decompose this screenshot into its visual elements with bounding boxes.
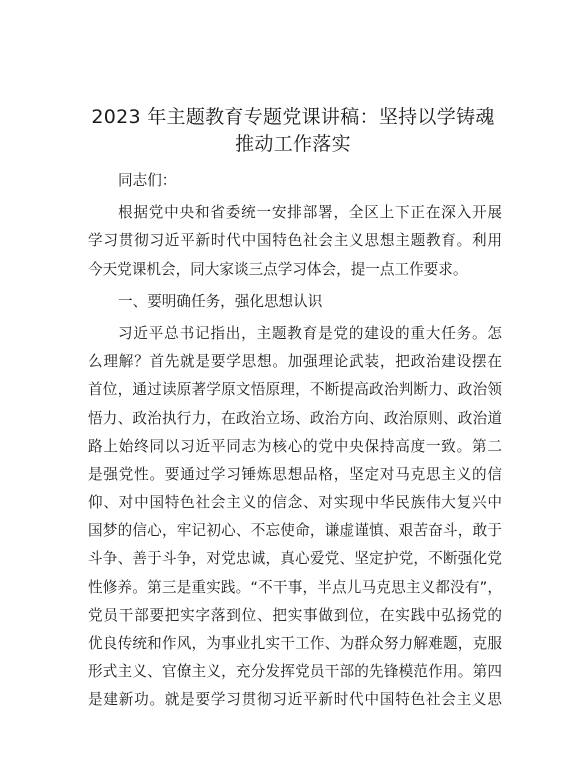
title-line-1: 2023 年主题教育专题党课讲稿：坚持以学铸魂 (91, 106, 495, 128)
main-paragraph (88, 320, 502, 715)
text-line: 国梦的信心，牢记初心、不忘使命，谦虚谨慎、艰苦奋斗，敢于 (88, 522, 502, 540)
intro-paragraph (88, 199, 502, 284)
salutation: 同志们： (118, 172, 177, 189)
text-line: 习近平总书记指出，主题教育是党的建设的重大任务。怎 (118, 324, 502, 342)
text-line: 党员干部要把实字落到位、把实事做到位，在实践中弘扬党的 (88, 606, 502, 624)
text-line: 形式主义、官僚主义，充分发挥党员干部的先锋模范作用。第四 (88, 663, 502, 681)
title-line-2: 推动工作落实 (235, 133, 351, 155)
text-line: 悟力、政治执行力，在政治立场、政治方向、政治原则、政治道 (88, 409, 502, 427)
text-line: 根据党中央和省委统一安排部署，全区上下正在深入开展 (118, 204, 502, 222)
text-line: 学习贯彻习近平新时代中国特色社会主义思想主题教育。利用 (88, 232, 502, 250)
text-line: 优良传统和作风，为事业扎实干工作、为群众努力解难题，克服 (88, 635, 502, 652)
text-line: 今天党课机会，同大家谈三点学习体会，提一点工作要求。 (88, 260, 468, 278)
text-line: 么理解？首先就是要学思想。加强理论武装，把政治建设摆在 (88, 353, 502, 371)
text-line: 首位，通过读原著学原文悟原理，不断提高政治判断力、政治领 (88, 381, 502, 399)
section-heading: 一、要明确任务，强化思想认识 (118, 292, 323, 310)
text-line: 仰、对中国特色社会主义的信念、对实现中华民族伟大复兴中 (88, 494, 502, 512)
document-title (0, 104, 586, 158)
text-line: 是强党性。要通过学习锤炼思想品格，坚定对马克思主义的信 (88, 465, 502, 483)
text-line: 路上始终同以习近平同志为核心的党中央保持高度一致。第二 (88, 437, 502, 455)
text-line: 性修养。第三是重实践。“不干事，半点儿马克思主义都没有”， (88, 578, 502, 596)
text-line: 是建新功。就是要学习贯彻习近平新时代中国特色社会主义思 (88, 691, 502, 709)
document-body (88, 167, 502, 715)
text-line: 斗争、善于斗争，对党忠诚，真心爱党、坚定护党，不断强化党 (88, 550, 502, 568)
